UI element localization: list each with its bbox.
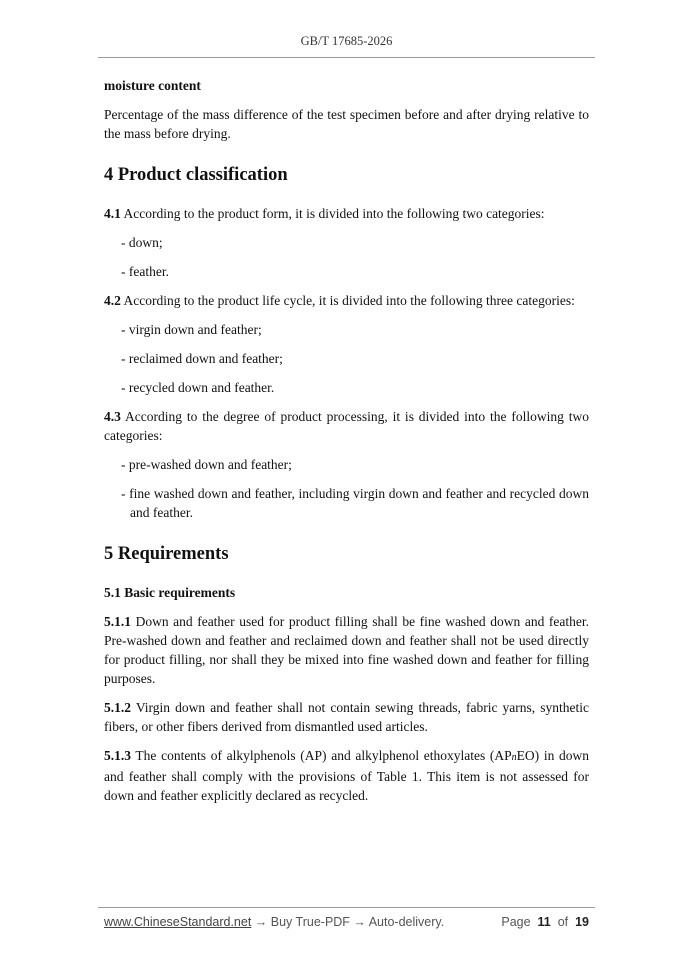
page-number: 11 [537,915,551,929]
subscript-n: n [511,752,517,763]
clause-4-1 [104,204,589,223]
clause-5-1-2 [104,698,589,736]
page-total: 19 [575,915,589,929]
clause-text: Virgin down and feather shall not contain sewing threads, fabric yarns, synthetic fibers, or other fibers derived from dismantled used articles. [104,700,589,734]
list-item: - reclaimed down and feather; [121,351,283,366]
subsection-5-1-heading: 5.1 Basic requirements [104,585,236,600]
site-link[interactable]: www.ChineseStandard.net [104,915,252,929]
list-item: - virgin down and feather; [121,322,262,337]
list-item: - down; [121,235,163,250]
clause-text: According to the product form, it is divided into the following two categories: [120,206,545,221]
term-title: moisture content [104,78,201,93]
clause-text: The contents of alkylphenols (AP) and alkylphenol ethoxylates (AP [131,748,512,763]
clause-number: 4.3 [104,409,121,424]
clause-number: 5.1.1 [104,614,131,629]
document-body [104,76,589,815]
clause-text: According to the product life cycle, it is divided into the following three categories: [120,293,575,308]
clause-text: Down and feather used for product filling shall be fine washed down and feather. Pre-washed down and feather and reclaimed down and feather shall not be used directly for product filling, nor shall they be mixed into fine washed down and feather for filling purposes. [104,614,589,686]
page-header [0,34,693,49]
section-4-heading: 4 Product classification [104,165,288,185]
clause-5-1-3 [104,746,589,805]
clause-4-3 [104,407,589,445]
list-item: - fine washed down and feather, including virgin down and feather and recycled down and feather. [121,486,589,520]
footer-divider [98,907,595,908]
list-item: - feather. [121,264,169,279]
clause-4-2 [104,291,589,310]
clause-text: According to the degree of product processing, it is divided into the following two categories: [104,409,589,443]
clause-5-1-1 [104,612,589,688]
clause-number: 5.1.2 [104,700,131,715]
header-divider [98,57,595,58]
clause-text: EO) in down and feather shall comply with the provisions of Table 1. This item is not assessed for down and feather explicitly declared as recycled. [104,748,589,803]
footer-promo [104,915,444,929]
page-label: Page [501,915,531,929]
page-indicator [501,915,589,929]
footer-tagline: → Buy True-PDF → Auto-delivery. [251,915,445,929]
standard-number: GB/T 17685-2026 [300,34,393,48]
section-5-heading: 5 Requirements [104,544,229,564]
list-item: - recycled down and feather. [121,380,275,395]
clause-number: 5.1.3 [104,748,131,763]
clause-number: 4.1 [104,206,121,221]
of-label: of [557,915,569,929]
term-definition: Percentage of the mass difference of the test specimen before and after drying relative to the mass before drying. [104,107,589,141]
list-item: - pre-washed down and feather; [121,457,292,472]
clause-number: 4.2 [104,293,121,308]
